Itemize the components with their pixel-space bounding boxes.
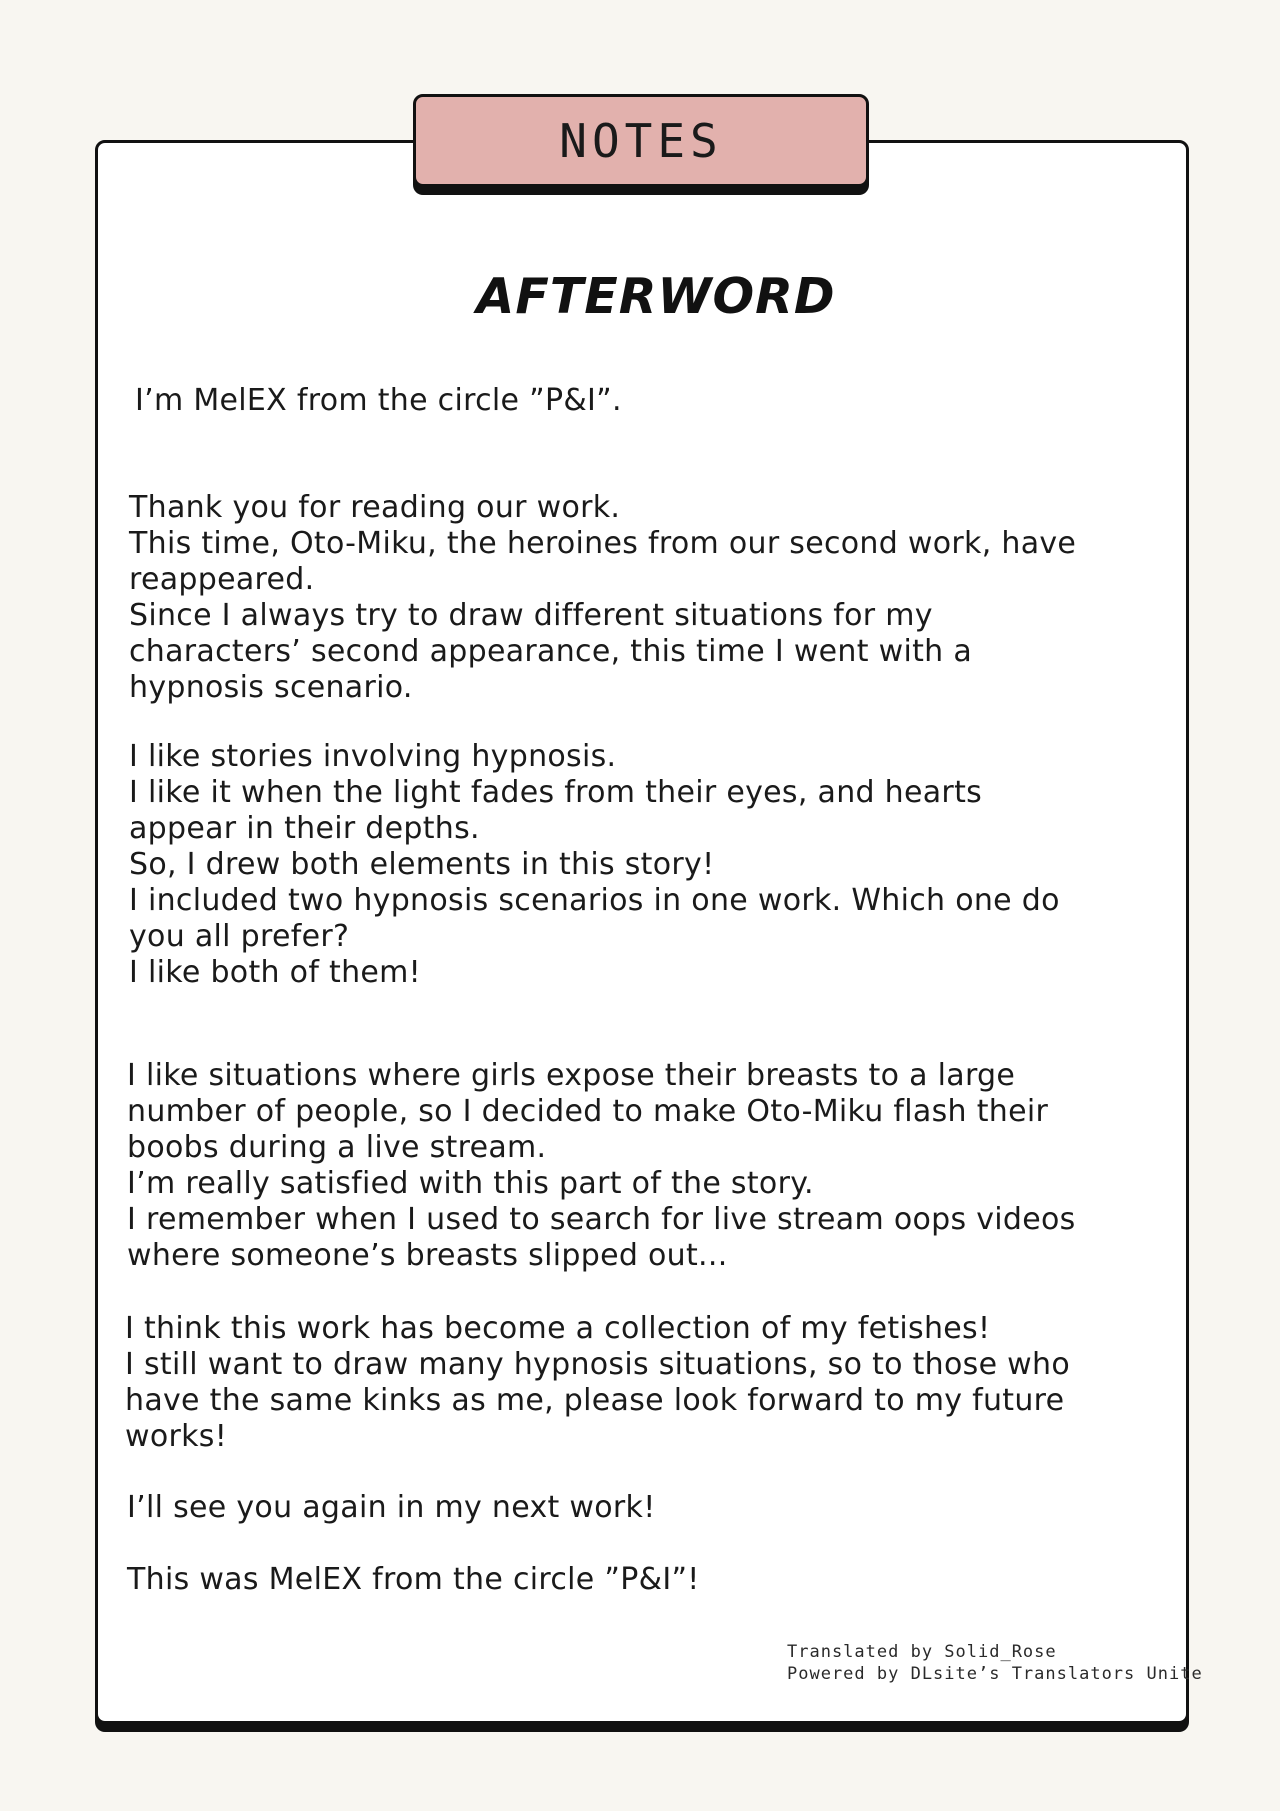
livestream-paragraph: I like situations where girls expose their breasts to a large number of people, so I decided to make Oto-Miku flash their boobs during a live stream. I’m really satisfied with this part of the story. I remember when I used to search for live stream oops videos where someone’s breasts slipped out... [127, 1058, 1076, 1273]
see-you-paragraph: I’ll see you again in my next work! [127, 1490, 656, 1525]
translated-by-text: Translated by Solid_Rose [787, 1642, 1057, 1662]
translator-credits [787, 1641, 1203, 1685]
fetishes-paragraph: I think this work has become a collection of my fetishes! I still want to draw many hypnosis situations, so to those who have the same kinks as me, please look forward to my future works! [125, 1311, 1070, 1454]
powered-by-text: Powered by DLsite’s Translators Unite [787, 1664, 1203, 1684]
page-title: AFTERWORD [476, 268, 836, 325]
thanks-paragraph: Thank you for reading our work. This time, Oto-Miku, the heroines from our second work, have reappeared. Since I always try to draw different situations for my characters’ second appearance, this time I went with a hypnosis scenario. [129, 490, 1077, 705]
notes-tab-label: NOTES [559, 113, 723, 168]
notes-tab [413, 94, 869, 187]
intro-paragraph: I’m MelEX from the circle ”P&I”. [135, 383, 622, 418]
signoff-paragraph: This was MelEX from the circle ”P&I”! [127, 1562, 700, 1597]
hypnosis-paragraph: I like stories involving hypnosis. I like it when the light fades from their eyes, and hearts appear in their depths. So, I drew both elements in this story! I included two hypnosis scenarios in one work. Which one do you all prefer? I like both of them! [129, 739, 1060, 990]
